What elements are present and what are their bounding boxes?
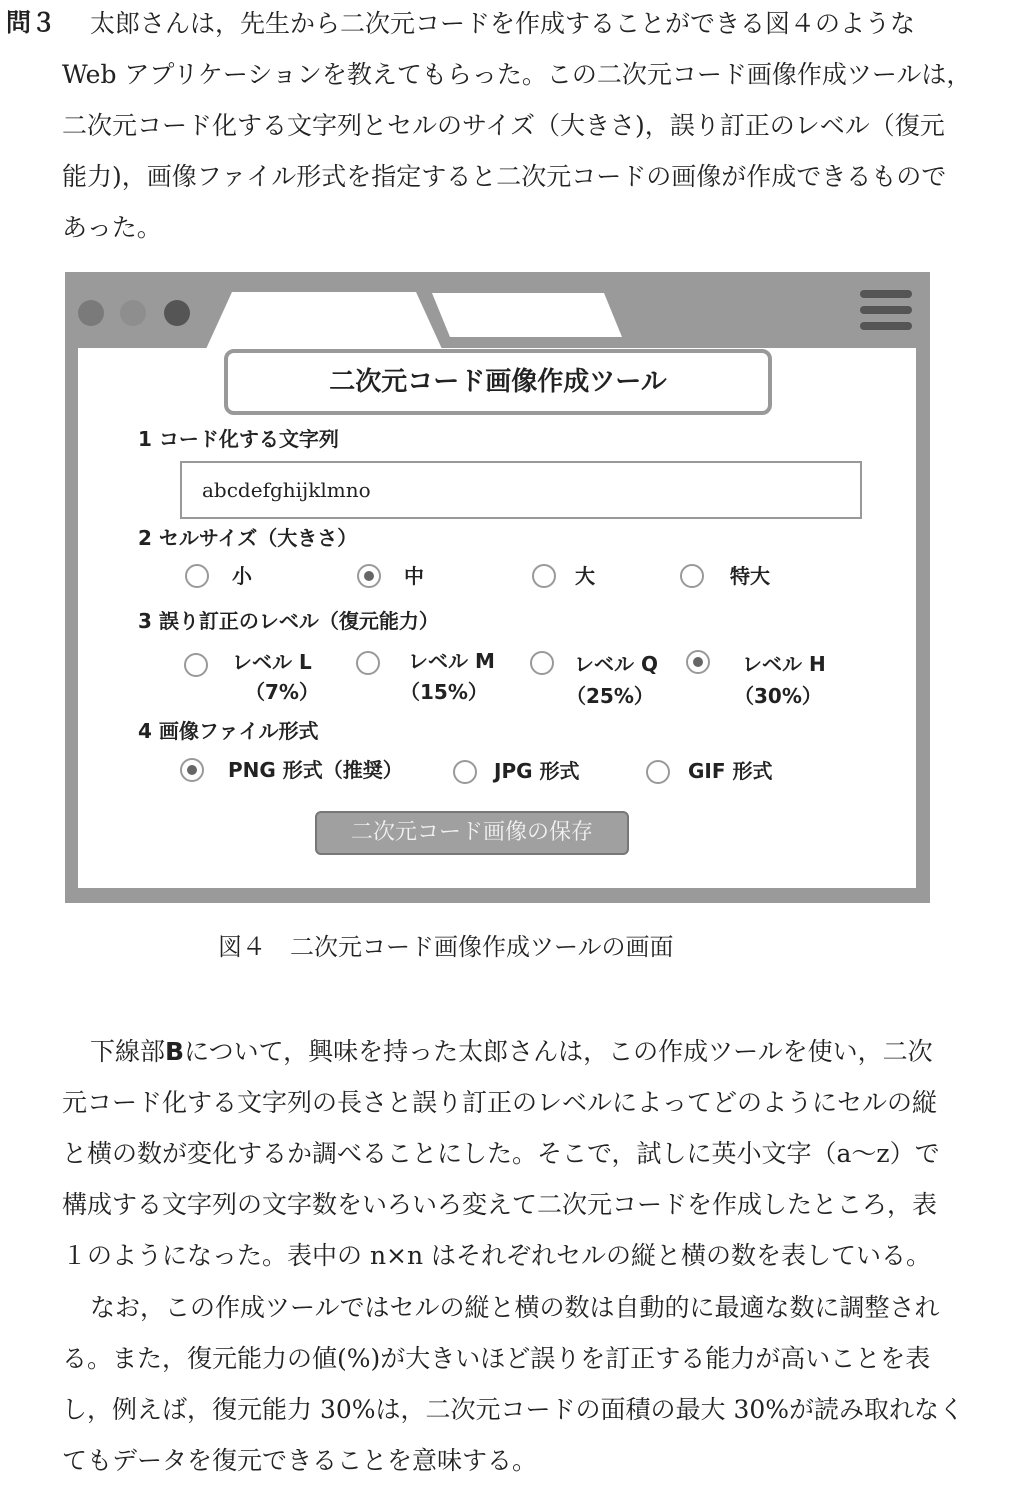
error-level-option-percent: （30%） [734, 684, 822, 708]
file-format-option-label: GIF 形式 [688, 759, 773, 783]
body-text: 下線部 [90, 1037, 166, 1066]
body-paragraph [62, 1282, 1002, 1486]
browser-tab-inactive [432, 293, 622, 337]
error-level-option-percent: （15%） [400, 680, 488, 704]
error-level-option-percent: （25%） [566, 684, 654, 708]
body-line: てもデータを復元できることを意味する。 [62, 1446, 538, 1475]
error-level-radio-q[interactable] [530, 651, 554, 675]
cell-size-radio-xlarge[interactable] [680, 564, 704, 588]
error-level-radio-l[interactable] [184, 653, 208, 677]
cell-size-option-label: 大 [575, 564, 595, 588]
body-line [62, 1026, 1002, 1077]
underline-ref-b: B [165, 1037, 185, 1066]
body-text: について，興味を持った太郎さんは，この作成ツールを使い，二次 [184, 1037, 933, 1066]
body-line: る。また，復元能力の値(%)が大きいほど誤りを訂正する能力が高いことを表 [62, 1344, 931, 1373]
intro-line: Web アプリケーションを教えてもらった。この二次元コード画像作成ツールは， [62, 60, 972, 89]
tool-title: 二次元コード画像作成ツール [224, 349, 772, 415]
browser-tab-active [206, 292, 442, 349]
intro-line: 能力)，画像ファイル形式を指定すると二次元コードの画像が作成できるもので [62, 162, 947, 191]
error-level-radio-h[interactable] [686, 650, 710, 674]
code-text-input[interactable]: abcdefghijklmno [180, 461, 862, 519]
radio-selected-dot [187, 765, 197, 775]
save-image-button[interactable]: 二次元コード画像の保存 [315, 811, 629, 855]
file-format-option-label: PNG 形式（推奨） [228, 758, 403, 782]
file-format-radio-gif[interactable] [646, 760, 670, 784]
body-line: と横の数が変化するか調べることにした。そこで，試しに英小文字（a〜z）で [62, 1139, 940, 1168]
cell-size-radio-large[interactable] [532, 564, 556, 588]
error-level-option-label: レベル H [742, 652, 826, 676]
body-paragraph [62, 1026, 1002, 1281]
question-number: 問３ [6, 8, 57, 37]
radio-selected-dot [364, 571, 374, 581]
error-level-option-label: レベル Q [574, 652, 658, 676]
intro-line: 太郎さんは，先生から二次元コードを作成することができる図４のような [90, 9, 916, 38]
hamburger-menu-icon[interactable] [860, 290, 912, 334]
file-format-radio-png[interactable] [180, 758, 204, 782]
error-level-option-label: レベル L [232, 650, 312, 674]
error-level-radio-m[interactable] [356, 651, 380, 675]
body-line: 構成する文字列の文字数をいろいろ変えて二次元コードを作成したところ，表 [62, 1190, 938, 1219]
file-format-option-label: JPG 形式 [494, 759, 580, 783]
file-format-radio-jpg[interactable] [453, 760, 477, 784]
cell-size-radio-medium[interactable] [357, 564, 381, 588]
section4-label: 4 画像ファイル形式 [138, 719, 319, 743]
section3-label: 3 誤り訂正のレベル（復元能力） [138, 609, 439, 633]
error-level-option-label: レベル M [408, 649, 495, 673]
figure-caption: 図４ 二次元コード画像作成ツールの画面 [218, 933, 674, 961]
body-line: なお，この作成ツールではセルの縦と横の数は自動的に最適な数に調整され [90, 1293, 940, 1322]
cell-size-option-label: 特大 [730, 564, 770, 588]
section1-label: 1 コード化する文字列 [138, 427, 339, 451]
body-line: 元コード化する文字列の長さと誤り訂正のレベルによってどのようにセルの縦 [62, 1088, 938, 1117]
error-level-option-percent: （7%） [245, 680, 319, 704]
intro-line: あった。 [62, 213, 162, 242]
cell-size-option-label: 小 [232, 564, 252, 588]
body-line: し，例えば，復元能力 30%は，二次元コードの面積の最大 30%が読み取れなく [62, 1395, 965, 1424]
section2-label: 2 セルサイズ（大きさ） [138, 526, 358, 550]
body-line: １のようになった。表中の n×n はそれぞれセルの縦と横の数を表している。 [62, 1241, 932, 1270]
cell-size-option-label: 中 [404, 564, 424, 588]
intro-line: 二次元コード化する文字列とセルのサイズ（大きさ)，誤り訂正のレベル（復元 [62, 111, 945, 140]
radio-selected-dot [693, 657, 703, 667]
cell-size-radio-small[interactable] [185, 564, 209, 588]
